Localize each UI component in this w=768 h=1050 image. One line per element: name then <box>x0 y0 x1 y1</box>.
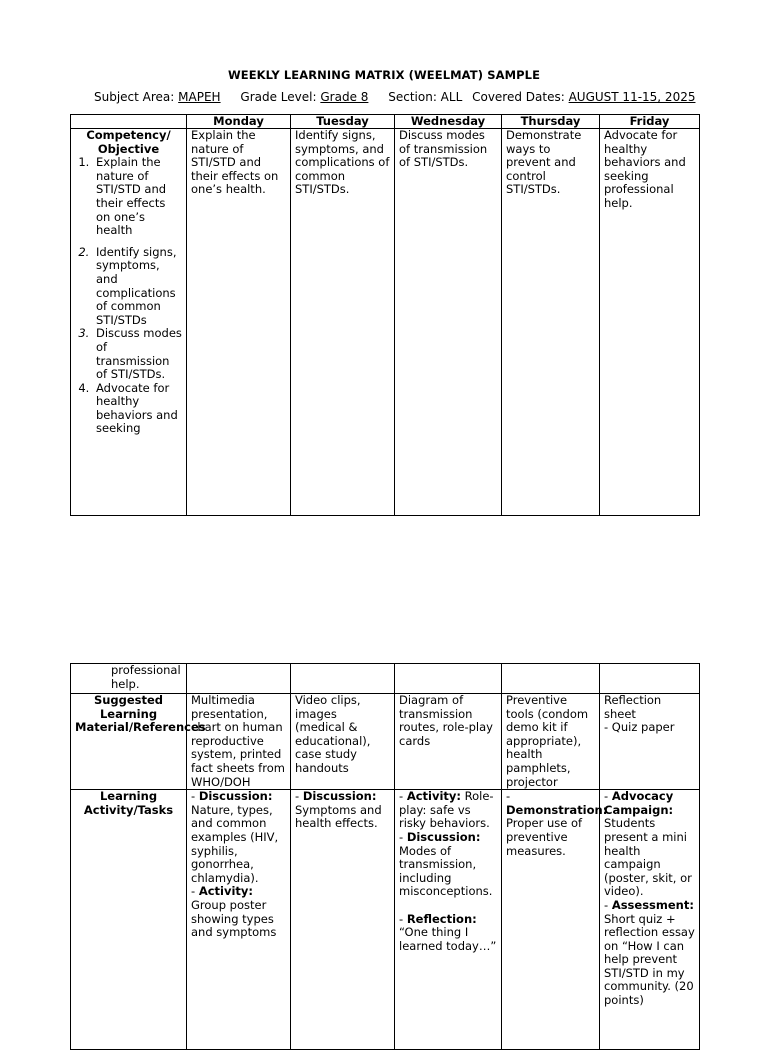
empty-cell <box>395 664 502 694</box>
activity-text: Modes of transmission, including misconceptions. <box>399 843 493 899</box>
matrix-table-page-1 <box>70 114 700 516</box>
day-header-thursday: Thursday <box>502 115 600 129</box>
activity-text: Role-play: safe vs risky behaviors. <box>399 789 494 831</box>
competency-continued-row <box>71 664 700 694</box>
competency-row <box>71 129 700 516</box>
objective-item: 3. Discuss modes of transmission of STI/STDs. <box>93 327 182 381</box>
activity-label: Activity: <box>406 789 461 804</box>
materials-friday <box>600 694 700 790</box>
materials-row <box>71 694 700 790</box>
activities-friday: - Advocacy Campaign: Students present a mini health campaign (poster, skit, or video). - Assessment: Short quiz + reflection essay on “How I can help prevent STI/STD in my community. (20 points) <box>600 790 700 1050</box>
materials-tuesday: Video clips, images (medical & educational), case study handouts <box>291 694 395 790</box>
activity-text: Short quiz + reflection essay on “How I can help prevent STI/STD in my community. <box>604 911 695 994</box>
day-header-tuesday: Tuesday <box>291 115 395 129</box>
activity-label: Discussion: <box>198 789 273 804</box>
matrix-table-page-2 <box>70 663 700 1050</box>
subject-value: MAPEH <box>178 90 221 104</box>
activities-monday: - Discussion: Nature, types, and common examples (HIV, syphilis, gonorrhea, chlamydia). - Activity: Group poster showing types and symptoms <box>187 790 291 1050</box>
activity-text: Symptoms and health effects. <box>295 802 382 831</box>
activity-text: Proper use of preventive measures. <box>506 816 583 858</box>
competency-header: Competency/ Objective <box>86 128 171 156</box>
objective-item: 4. Advocate for healthy behaviors and seeking <box>93 382 182 436</box>
activity-label: Activity: <box>198 884 253 899</box>
materials-monday: Multimedia presentation, chart on human reproductive system, printed fact sheets from WHO/DOH <box>187 694 291 790</box>
day-header-monday: Monday <box>187 115 291 129</box>
materials-thursday: Preventive tools (condom demo kit if appropriate), health pamphlets, projector <box>502 694 600 790</box>
objective-item: 1. Explain the nature of STI/STD and their effects on one’s health <box>93 156 182 238</box>
dates-value: AUGUST 11-15, 2025 <box>568 90 696 104</box>
activities-wednesday: - Activity: Role-play: safe vs risky behaviors. - Discussion: Modes of transmission, including misconceptions. - Reflection: “One thing I learned today…” <box>395 790 502 1050</box>
activities-header: Learning Activity/Tasks <box>71 790 187 1050</box>
activities-tuesday: - Discussion: Symptoms and health effects. <box>291 790 395 1050</box>
activity-label: Discussion: <box>302 789 377 804</box>
material-item: Reflection sheet <box>604 693 662 721</box>
activity-label: Reflection: <box>406 911 477 926</box>
day-header-wednesday: Wednesday <box>395 115 502 129</box>
empty-cell <box>291 664 395 694</box>
objective-list <box>75 156 182 436</box>
activity-label: Assessment: <box>611 897 694 912</box>
competency-monday: Explain the nature of STI/STD and their effects on one’s health. <box>187 129 291 516</box>
activities-row <box>71 790 700 1050</box>
corner-cell <box>71 115 187 129</box>
objective-continued-cell: professional help. <box>71 664 187 694</box>
subject-label: Subject Area: <box>94 90 175 104</box>
matrix-meta <box>94 90 695 104</box>
empty-cell <box>187 664 291 694</box>
day-header-row <box>71 115 700 129</box>
grade-value: Grade 8 <box>320 90 369 104</box>
grade-label: Grade Level: <box>240 90 317 104</box>
empty-cell <box>502 664 600 694</box>
competency-header-cell <box>71 129 187 516</box>
competency-wednesday: Discuss modes of transmission of STI/STDs. <box>395 129 502 516</box>
page-title: WEEKLY LEARNING MATRIX (WEELMAT) SAMPLE <box>227 68 541 82</box>
empty-cell <box>600 664 700 694</box>
activity-label: Demonstration: <box>506 802 608 817</box>
material-item: - Quiz paper <box>604 720 675 735</box>
competency-thursday: Demonstrate ways to prevent and control STI/STDs. <box>502 129 600 516</box>
activity-label: Discussion: <box>406 829 481 844</box>
activity-label: Advocacy Campaign: <box>604 789 674 817</box>
activities-thursday: - Demonstration: Proper use of preventive measures. <box>502 790 600 1050</box>
objective-item: 2. Identify signs, symptoms, and complications of common STI/STDs <box>93 246 182 328</box>
day-header-friday: Friday <box>600 115 700 129</box>
activity-text: Students present a mini health campaign (poster, skit, or video). <box>604 816 692 899</box>
dates-label: Covered Dates: <box>472 90 565 104</box>
competency-friday: Advocate for healthy behaviors and seeking professional help. <box>600 129 700 516</box>
activity-text: Nature, types, and common examples (HIV, syphilis, gonorrhea, chlamydia). <box>191 802 279 885</box>
activity-text: Group poster showing types and symptoms <box>191 897 277 940</box>
activity-text: “One thing I learned today…” <box>399 925 497 953</box>
materials-wednesday: Diagram of transmission routes, role-play cards <box>395 694 502 790</box>
activity-text: (20 points) <box>604 979 694 1008</box>
section-label: Section: ALL <box>388 90 463 104</box>
materials-header: Suggested Learning Material/References <box>71 694 187 790</box>
competency-tuesday: Identify signs, symptoms, and complications of common STI/STDs. <box>291 129 395 516</box>
